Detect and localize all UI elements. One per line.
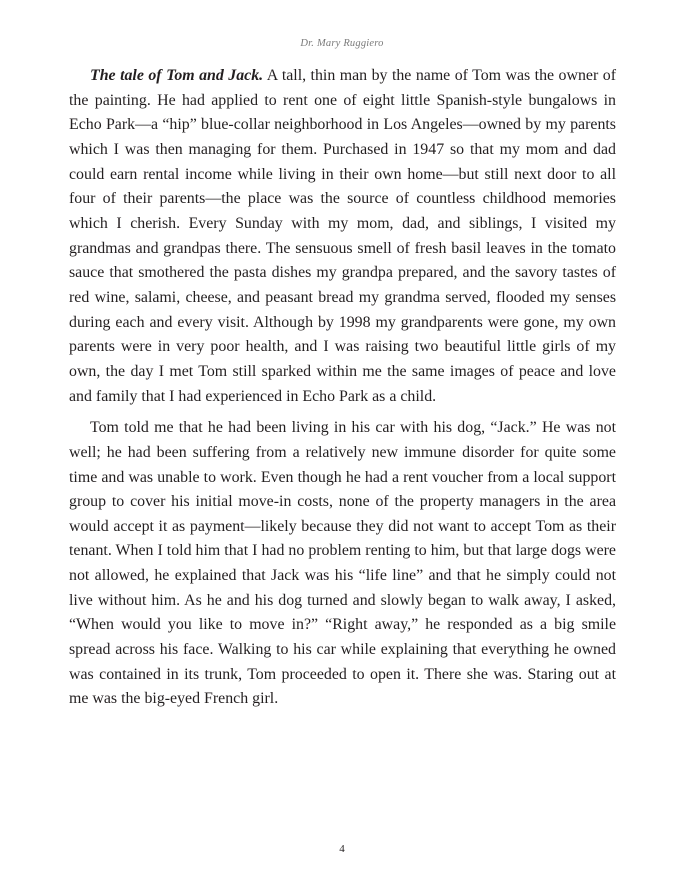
section-lead-in: The tale of Tom and Jack. [90, 67, 264, 84]
paragraph [69, 64, 616, 409]
paragraph-text: A tall, thin man by the name of Tom was the owner of the painting. He had applied to rent one of eight little Spanish-style bungalows in Echo Park—a “hip” blue-collar neighborhood in Los Angeles—owned by my parents which I was then managing for them. Purchased in 1947 so that my mom and dad could earn rental income while living in their own home—but still next door to all four of their parents—the place was the source of countless childhood memories which I cherish. Every Sunday with my mom, dad, and siblings, I visited my grandmas and grandpas there. The sensuous smell of fresh basil leaves in the tomato sauce that smothered the pasta dishes my grandpa prepared, and the savory tastes of red wine, salami, cheese, and peasant bread my grandma served, flooded my senses during each and every visit. Although by 1998 my grandparents were gone, my own parents were in very poor health, and I was raising two beautiful little girls of my own, the day I met Tom still sparked within me the same images of peace and love and family that I had experienced in Echo Park as a child. [69, 67, 616, 405]
body-text [69, 64, 616, 712]
page-number: 4 [339, 843, 345, 855]
running-header: Dr. Mary Ruggiero [300, 38, 384, 49]
paragraph [69, 416, 616, 712]
paragraph-text: Tom told me that he had been living in his car with his dog, “Jack.” He was not well; he had been suffering from a relatively new immune disorder for quite some time and was unable to work. Even though he had a rent voucher from a local support group to cover his initial move-in costs, none of the property managers in the area would accept it as payment—likely because they did not want to accept Tom as their tenant. When I told him that I had no problem renting to him, but that large dogs were not allowed, he explained that Jack was his “life line” and that he simply could not live without him. As he and his dog turned and slowly began to walk away, I asked, “When would you like to move in?” “Right away,” he responded as a big smile spread across his face. Walking to his car while explaining that everything he owned was contained in its trunk, Tom proceeded to open it. There she was. Staring out at me was the big-eyed French girl. [69, 419, 616, 708]
